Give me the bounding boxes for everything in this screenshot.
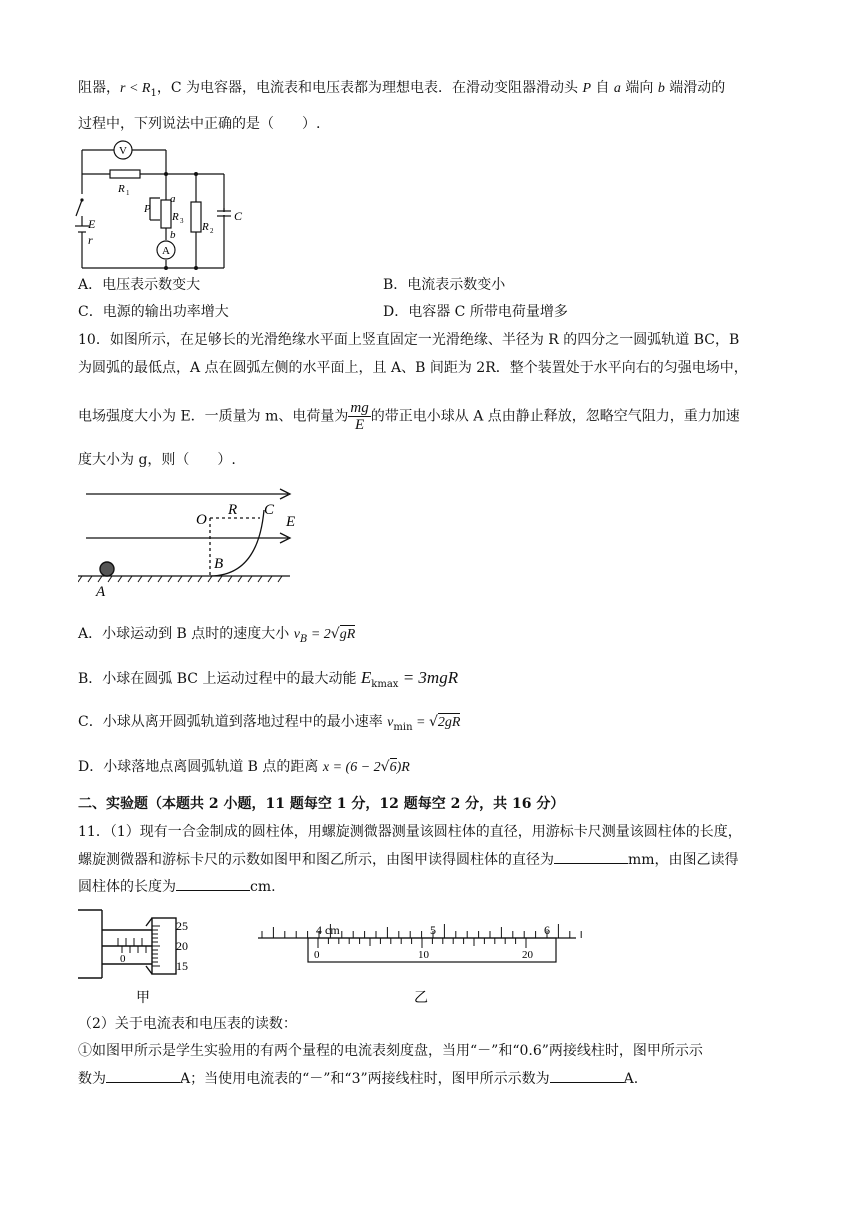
option-math: v (293, 627, 300, 642)
r1-sub: 1 (126, 189, 130, 197)
end-b-label: b (170, 229, 176, 241)
q11-stem-line3 (78, 876, 778, 898)
q10-text: 的带正电小球从 A 点由静止释放，忽略空气阻力，重力加速 (370, 408, 740, 425)
q9-option-a: A．电压表示数变大 (78, 277, 201, 293)
ammeter-3-answer-blank[interactable] (550, 1068, 624, 1083)
option-math: v (387, 715, 394, 730)
end-a-label: a (170, 193, 176, 205)
circuit-diagram (74, 138, 254, 272)
micrometer-tick-25: 25 (176, 919, 188, 933)
q10-text: 电场强度大小为 E．一质量为 m、电荷量为 (78, 408, 349, 425)
q11-text: mm，由图乙读得 (628, 852, 739, 868)
ammeter-0.6-answer-blank[interactable] (106, 1068, 180, 1083)
q11-part2-line1: ①如图甲所示是学生实验用的有两个量程的电流表刻度盘，当用“－”和“0.6”两接线柱时，图甲所示示 (78, 1043, 703, 1059)
q9-text: 阻器， (78, 80, 120, 96)
q10-option-a (78, 623, 355, 651)
r2-sub: 2 (210, 227, 214, 235)
charge-fraction (348, 400, 370, 433)
q9-stem-line1 (78, 77, 778, 105)
q9-text: 自 (591, 80, 614, 96)
q9-option-d: D．电容器 C 所带电荷量增多 (383, 304, 568, 320)
q11-text: 螺旋测微器和游标卡尺的示数如图甲和图乙所示，由图甲读得圆柱体的直径为 (78, 852, 554, 868)
q9-text: 端滑动的 (664, 80, 726, 96)
field-e-label: E (286, 514, 296, 530)
diameter-answer-blank[interactable] (554, 849, 628, 864)
q11-part2-heading: （2）关于电流表和电压表的读数： (78, 1016, 297, 1032)
q9-condition: r < R (120, 81, 151, 96)
option-text: A．小球运动到 B 点时的速度大小 (78, 626, 294, 642)
q9-symbol: a (613, 81, 621, 96)
q10-stem-line1: 10．如图所示，在足够长的光滑绝缘水平面上竖直固定一光滑绝缘、半径为 R 的四分之一圆弧轨道 BC，B (78, 332, 740, 348)
option-math: x = (6 − 2 (322, 760, 381, 775)
internal-resistance-label: r (88, 233, 93, 247)
figure-jia-label: 甲 (136, 991, 150, 1006)
option-sub: B (299, 633, 308, 645)
r3-label: R (172, 211, 179, 223)
q9-subscript: 1 (150, 87, 157, 99)
r2-label: R (202, 221, 209, 233)
sqrt-symbol: √ (428, 714, 438, 730)
option-math: = (412, 715, 429, 730)
q11-text: A. (623, 1071, 639, 1087)
q11-stem-line1: 11．（1）现有一合金制成的圆柱体，用螺旋测微器测量该圆柱体的直径，用游标卡尺测量该圆柱体的长度， (78, 824, 742, 840)
option-math: = 2 (307, 627, 331, 642)
r1-label: R (118, 183, 125, 195)
charged-ball (100, 562, 114, 576)
option-text: C．小球从离开圆弧轨道到落地过程中的最小速率 (78, 714, 388, 730)
q11-text: A；当使用电流表的“－”和“3”两接线柱时，图甲所示示数为 (180, 1071, 550, 1087)
point-o-label: O (196, 512, 207, 528)
micrometer-zero-label: 0 (120, 953, 126, 965)
caliper-vernier-10: 10 (418, 949, 429, 961)
q9-symbol: b (657, 81, 665, 96)
q9-stem-line2: 过程中，下列说法中正确的是（ ）. (78, 116, 321, 132)
sqrt-symbol: √ (330, 626, 340, 642)
option-text: B．小球在圆弧 BC 上运动过程中的最大动能 (78, 671, 361, 687)
ammeter-label: A (162, 245, 170, 257)
length-answer-blank[interactable] (176, 876, 250, 891)
electric-field-track-diagram (78, 480, 298, 602)
caliper-main-5: 5 (430, 923, 436, 937)
sqrt-symbol: √ (380, 759, 390, 775)
caliper-main-6: 6 (544, 923, 550, 937)
q11-text: cm. (250, 879, 276, 895)
option-math: )R (396, 760, 410, 775)
q11-text: 圆柱体的长度为 (78, 879, 176, 895)
point-c-label: C (264, 502, 275, 518)
radius-label: R (228, 502, 238, 518)
q9-option-b: B．电流表示数变小 (383, 277, 506, 293)
option-math: E (360, 668, 372, 687)
option-radicand: 6 (389, 760, 397, 775)
capacitor-label: C (234, 209, 243, 223)
q10-option-d (78, 756, 410, 779)
vernier-caliper-figure (256, 922, 596, 1006)
option-sub: min (393, 721, 413, 733)
caliper-vernier-20: 20 (522, 949, 533, 961)
figure-yi-label: 乙 (414, 991, 428, 1006)
point-b-label: B (214, 556, 224, 572)
q10-stem-line4: 度大小为 g，则（ ）. (78, 452, 236, 468)
slider-label: P (144, 203, 151, 215)
micrometer-figure (78, 906, 218, 1006)
caliper-main-4cm: 4 cm (316, 923, 340, 937)
micrometer-tick-15: 15 (176, 959, 188, 973)
option-radicand: gR (339, 627, 356, 642)
point-a-label: A (96, 584, 106, 600)
q9-symbol: P (582, 81, 592, 96)
q11-part2-line2 (78, 1068, 778, 1090)
option-math: = 3mgR (398, 668, 459, 687)
section-heading: 二、实验题（本题共 2 小题，11 题每空 1 分，12 题每空 2 分，共 16 分） (78, 796, 565, 812)
q11-stem-line2 (78, 849, 778, 871)
q10-stem-line3 (78, 400, 778, 433)
micrometer-tick-20: 20 (176, 939, 188, 953)
q9-text: 端向 (620, 80, 658, 96)
option-text: D．小球落地点离圆弧轨道 B 点的距离 (78, 759, 323, 775)
fraction-numerator: mg (350, 400, 369, 416)
fraction-denominator: E (354, 417, 365, 433)
option-radicand: 2gR (437, 715, 461, 730)
q10-option-c (78, 711, 460, 739)
q10-stem-line2: 为圆弧的最低点，A 点在圆弧左侧的水平面上，且 A、B 间距为 2R．整个装置处于水平向右的匀强电场中， (78, 360, 748, 376)
q9-text: ，C 为电容器，电流表和电压表都为理想电表．在滑动变阻器滑动头 (156, 80, 583, 96)
q11-text: 数为 (78, 1071, 106, 1087)
q9-option-c: C．电源的输出功率增大 (78, 304, 229, 320)
option-sub: kmax (371, 678, 399, 690)
voltmeter-label: V (119, 145, 127, 157)
emf-label: E (88, 217, 96, 231)
r3-sub: 3 (180, 217, 184, 225)
q10-option-b (78, 667, 458, 696)
caliper-vernier-0: 0 (314, 949, 320, 961)
